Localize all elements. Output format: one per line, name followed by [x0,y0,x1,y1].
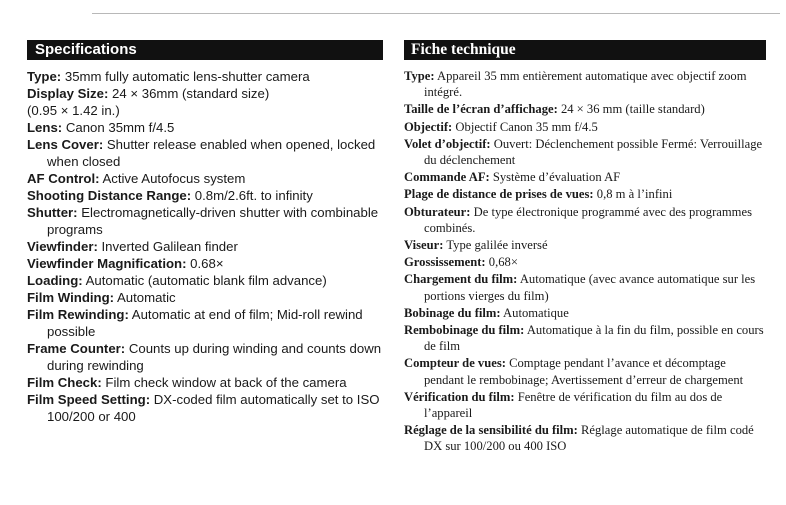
section-title-fiche-technique: Fiche technique [404,40,766,60]
spec-fr-obturateur: Obturateur: De type électronique programmé avec des programmes combinés. [404,204,752,235]
spec-fr-grossissement: Grossissement: 0,68× [404,255,518,270]
spec-fr-plage-distance: Plage de distance de prises de vues: 0,8 m à l’infini [404,187,673,202]
spec-fr-type: Type: Appareil 35 mm entièrement automatique avec objectif zoom intégré. [404,69,747,100]
spec-display-size-inches: (0.95 × 1.42 in.) [27,103,120,118]
spec-fr-reglage-sensibilite: Réglage de la sensibilité du film: Réglage automatique de film codé DX sur 100/200 ou 400 ISO [404,423,754,454]
spec-fr-objectif: Objectif: Objectif Canon 35 mm f/4.5 [404,119,598,134]
spec-fr-rembobinage-film: Rembobinage du film: Automatique à la fin du film, possible en cours de film [404,323,764,354]
spec-type: Type: 35mm fully automatic lens-shutter camera [27,69,310,84]
section-title-specifications: Specifications [27,40,383,60]
spec-loading: Loading: Automatic (automatic blank film advance) [27,273,327,288]
spec-fr-compteur-vues: Compteur de vues: Comptage pendant l’avance et décomptage pendant le rembobinage; Avertissement d’erreur de chargement [404,356,744,387]
spec-fr-verification-film: Vérification du film: Fenêtre de vérification du film au dos de l’appareil [404,389,723,421]
spec-af-control: AF Control: Active Autofocus system [27,171,246,186]
spec-list-french [404,68,766,455]
spec-film-winding: Film Winding: Automatic [27,290,176,305]
spec-lens-cover: Lens Cover: Shutter release enabled when opened, locked when closed [27,137,376,169]
spec-shooting-distance-range: Shooting Distance Range: 0.8m/2.6ft. to infinity [27,188,313,203]
spec-fr-chargement-film: Chargement du film: Automatique (avec avance automatique sur les portions vierges du film) [404,272,756,303]
spec-display-size: Display Size: 24 × 36mm (standard size) (0.95 × 1.42 in.) [27,85,383,119]
spec-fr-bobinage-film: Bobinage du film: Automatique [404,305,569,320]
spec-film-rewinding: Film Rewinding: Automatic at end of film; Mid-roll rewind possible [27,307,363,339]
spec-list-english [27,68,383,425]
spec-viewfinder: Viewfinder: Inverted Galilean finder [27,239,238,254]
spec-fr-volet-objectif: Volet d’objectif: Ouvert: Déclenchement possible Fermé: Verrouillage du déclenchement [404,136,763,168]
specifications-column-french [404,40,766,456]
spec-lens: Lens: Canon 35mm f/4.5 [27,120,175,135]
top-rule [92,13,780,14]
spec-film-speed-setting: Film Speed Setting: DX-coded film automatically set to ISO 100/200 or 400 [27,392,380,424]
specifications-column-english [27,40,383,425]
spec-film-check: Film Check: Film check window at back of the camera [27,375,347,390]
spec-frame-counter: Frame Counter: Counts up during winding and counts down during rewinding [27,341,382,373]
spec-fr-viseur: Viseur: Type galilée inversé [404,238,548,253]
spec-shutter: Shutter: Electromagnetically-driven shutter with combinable programs [27,205,379,237]
spec-fr-commande-af: Commande AF: Système d’évaluation AF [404,170,621,185]
spec-fr-taille-ecran: Taille de l’écran d’affichage: 24 × 36 mm (taille standard) [404,102,705,117]
spec-viewfinder-magnification: Viewfinder Magnification: 0.68× [27,256,224,271]
